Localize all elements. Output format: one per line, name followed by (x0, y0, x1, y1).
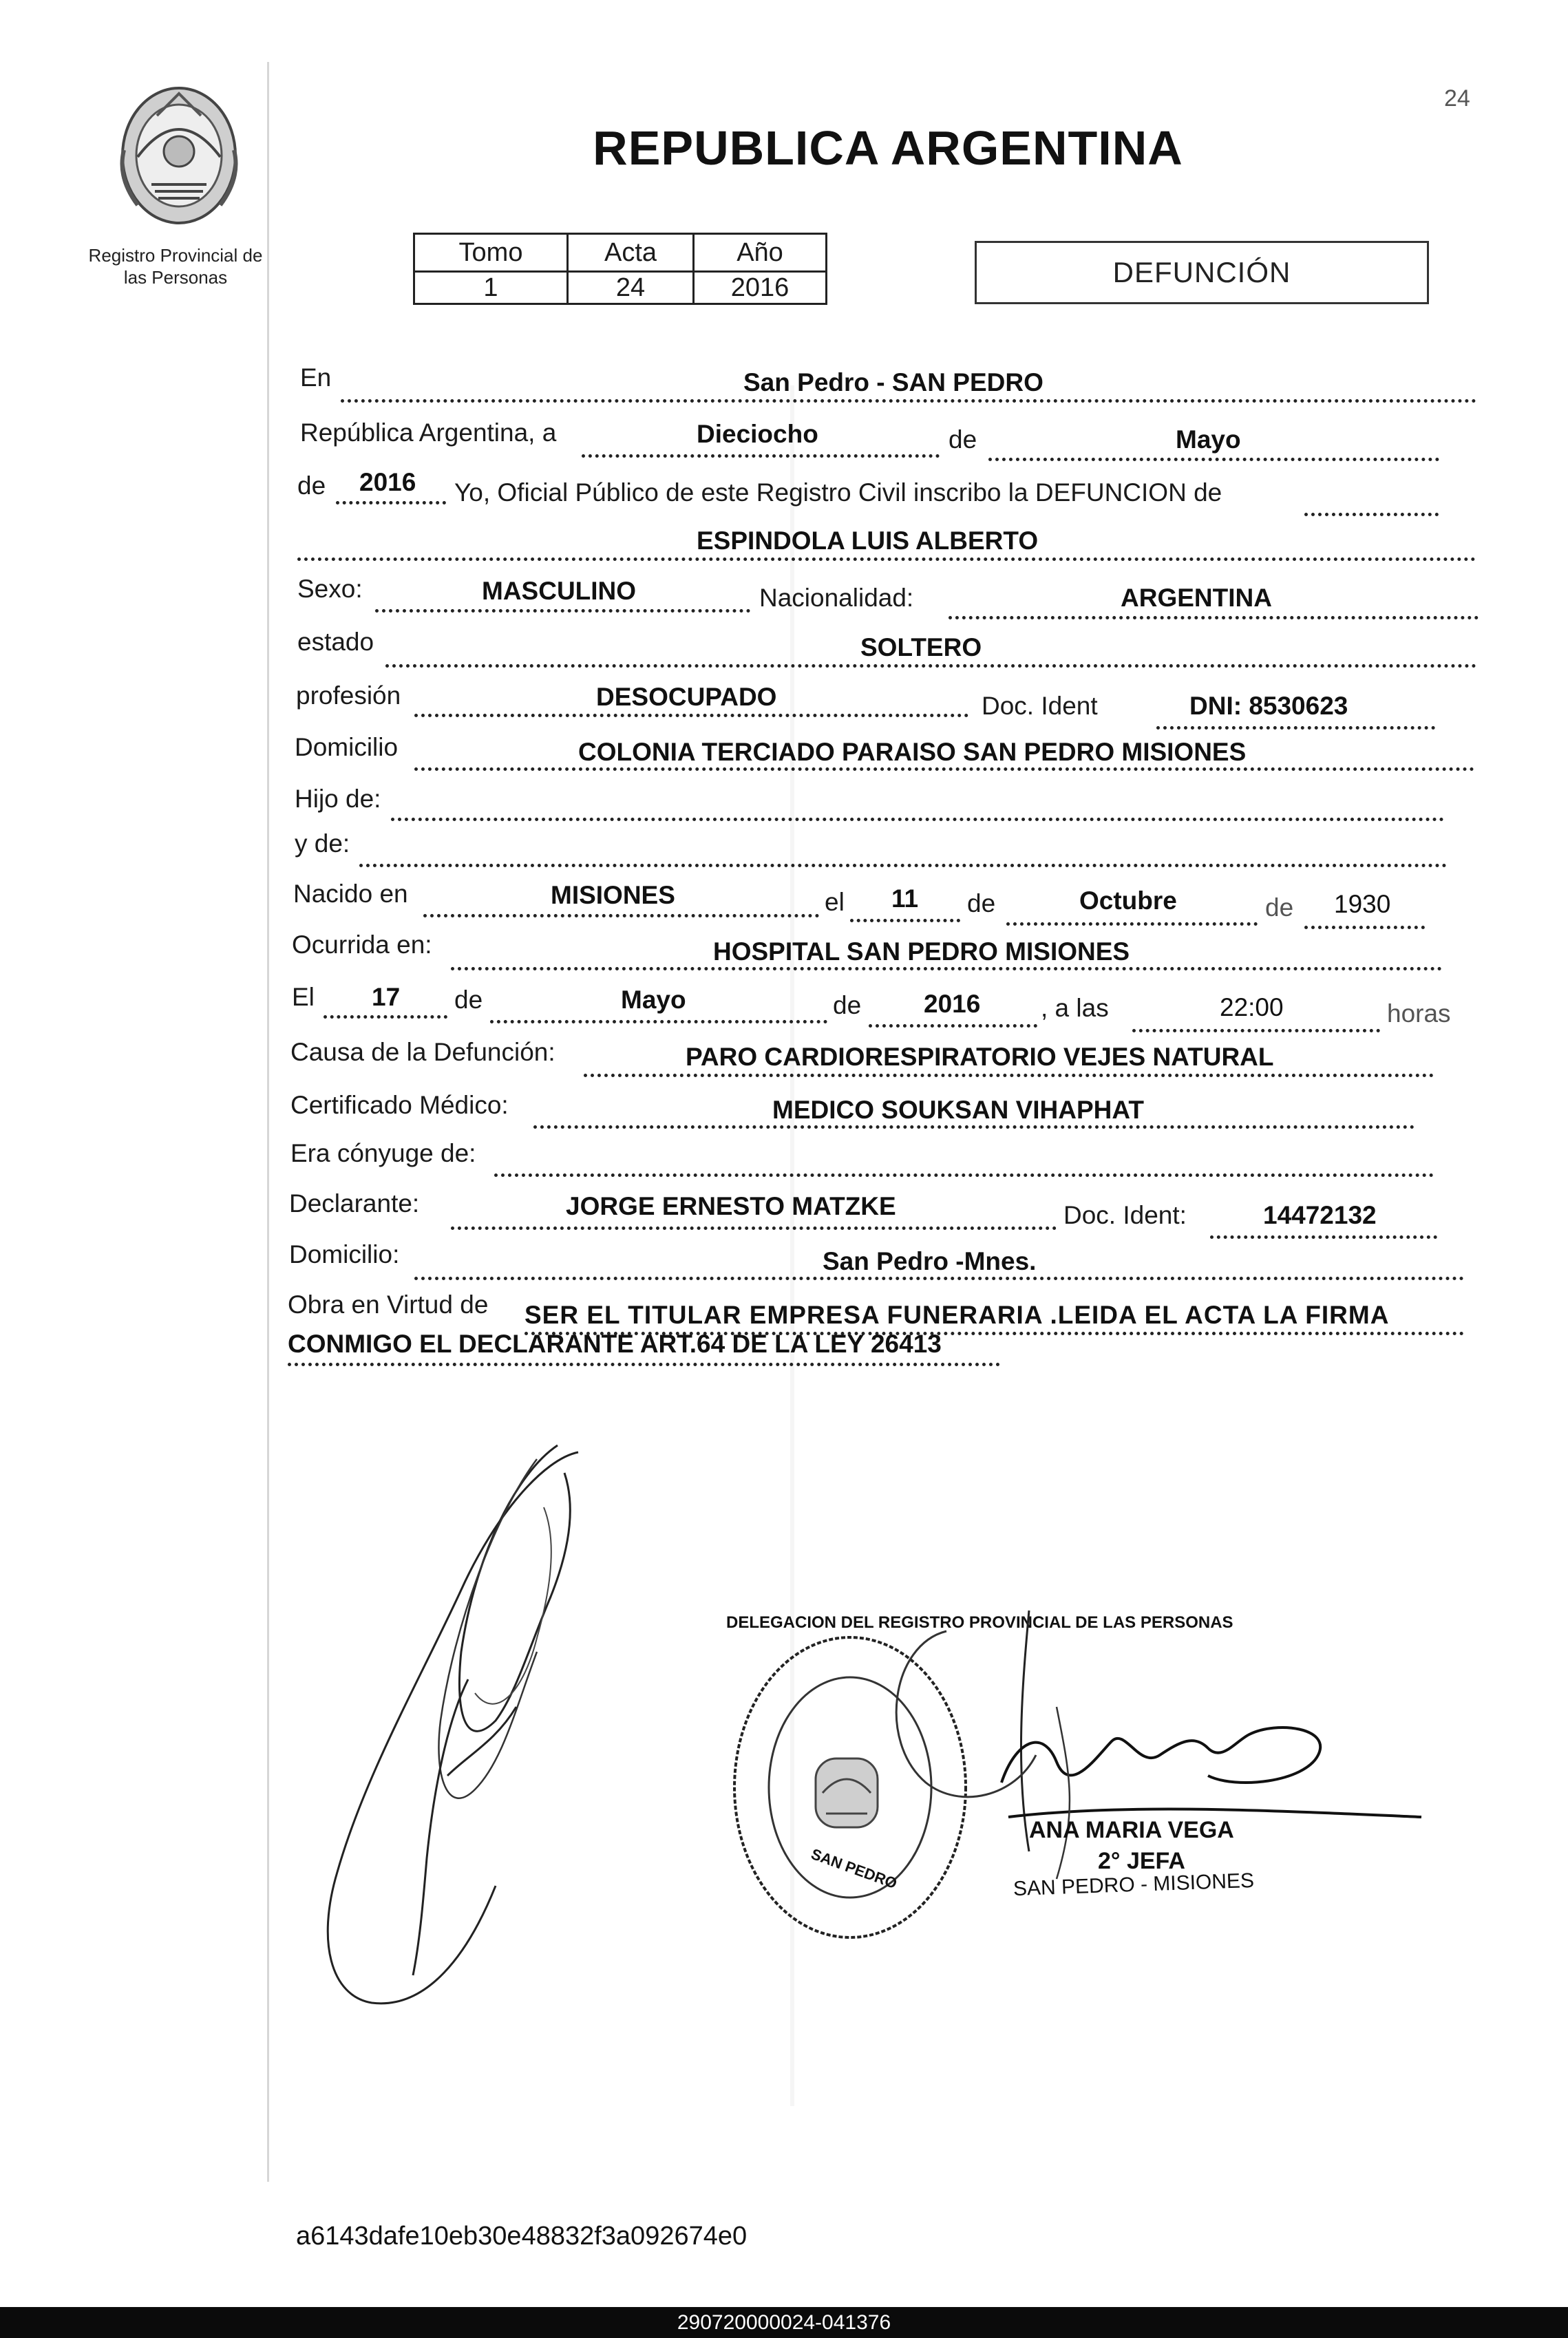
declarante-signature (289, 1432, 633, 2010)
domicilio-value: COLONIA TERCIADO PARAISO SAN PEDRO MISIONES (578, 738, 1247, 766)
def-dia-line (324, 1015, 447, 1019)
header-acta: Acta (568, 234, 694, 272)
sexo-value: MASCULINO (482, 577, 637, 605)
nac-dia-value: 11 (891, 884, 919, 913)
nacionalidad-value: ARGENTINA (1121, 584, 1272, 612)
nac-dia-line (850, 919, 960, 922)
margin-line (267, 62, 269, 2182)
causa-label: Causa de la Defunción: (290, 1038, 555, 1066)
ocurrida-value: HOSPITAL SAN PEDRO MISIONES (713, 937, 1130, 966)
document-title: REPUBLICA ARGENTINA (593, 121, 1183, 175)
dia-line (582, 454, 940, 458)
de-label-5: de (454, 986, 483, 1014)
document-hash: a6143dafe10eb30e48832f3a092674e0 (296, 2222, 748, 2251)
ocurrida-line (451, 967, 1442, 970)
oficial-place: SAN PEDRO - MISIONES (1013, 1869, 1255, 1901)
yde-line (359, 864, 1447, 867)
declarante-label: Declarante: (289, 1189, 420, 1218)
def-anio-value: 2016 (924, 990, 981, 1018)
registro-provincial-label (62, 244, 289, 288)
de-label-1: de (949, 425, 977, 454)
nac-anio-value: 1930 (1334, 890, 1391, 918)
footer-id-bar (0, 2307, 1568, 2338)
mes-line (988, 458, 1439, 461)
de-label-6: de (833, 991, 862, 1019)
declarante-line (451, 1226, 1057, 1230)
doc-ident-line (1156, 726, 1435, 730)
obra-line-2 (288, 1363, 1000, 1366)
ocurrida-label: Ocurrida en: (292, 931, 432, 959)
def-anio-line (869, 1024, 1037, 1028)
nac-anio-line (1304, 926, 1425, 929)
conyuge-label: Era cónyuge de: (290, 1139, 476, 1167)
mes-value: Mayo (1176, 425, 1241, 454)
a-las-label: , a las (1041, 994, 1109, 1022)
decl-dom-value: San Pedro -Mnes. (823, 1247, 1037, 1275)
oficial-name: ANA MARIA VEGA (1029, 1817, 1234, 1843)
certificado-line (533, 1125, 1415, 1129)
value-tomo: 1 (414, 272, 568, 304)
nombre-value: ESPINDOLA LUIS ALBERTO (697, 527, 1039, 555)
en-label: En (300, 363, 332, 392)
domicilio-label: Domicilio (295, 733, 399, 761)
footer-id: 290720000024-041376 (677, 2311, 891, 2334)
el-label-2: El (292, 983, 315, 1011)
en-value: San Pedro - SAN PEDRO (743, 368, 1043, 396)
decl-doc-line (1210, 1235, 1437, 1239)
estado-value: SOLTERO (860, 633, 982, 661)
estado-line (385, 664, 1476, 668)
de-label-4: de (1265, 893, 1294, 922)
decl-dom-label: Domicilio: (289, 1240, 400, 1268)
anio-value: 2016 (359, 468, 416, 496)
de-label-2: de (297, 471, 326, 500)
anio-line (336, 501, 446, 504)
def-mes-value: Mayo (621, 986, 686, 1014)
def-hora-line (1132, 1029, 1380, 1032)
doc-ident-label: Doc. Ident (982, 692, 1098, 720)
profesion-line (414, 714, 968, 717)
profesion-label: profesión (296, 681, 401, 710)
nacido-line (423, 914, 819, 917)
domicilio-line (414, 767, 1474, 771)
sexo-label: Sexo: (297, 575, 363, 603)
tipo-acta-box (975, 241, 1429, 304)
oficial-role: 2° JEFA (1098, 1848, 1185, 1874)
certificado-value: MEDICO SOUKSAN VIHAPHAT (772, 1096, 1144, 1124)
header-tomo: Tomo (414, 234, 568, 272)
inscribo-line (1304, 513, 1439, 516)
declarante-value: JORGE ERNESTO MATZKE (566, 1192, 896, 1220)
def-mes-line (490, 1020, 827, 1023)
profesion-value: DESOCUPADO (596, 683, 777, 711)
doc-ident-value: DNI: 8530623 (1189, 692, 1348, 720)
republica-label: República Argentina, a (300, 418, 557, 447)
dia-value: Dieciocho (697, 420, 818, 448)
nacionalidad-label: Nacionalidad: (759, 584, 914, 612)
nombre-line (297, 557, 1476, 561)
value-anio: 2016 (694, 272, 827, 304)
conyuge-line (494, 1173, 1434, 1177)
causa-line (584, 1074, 1434, 1077)
misiones-coat-of-arms-logo (103, 74, 255, 233)
decl-doc-value: 14472132 (1263, 1201, 1377, 1229)
horas-label: horas (1387, 999, 1451, 1028)
page-number: 24 (1444, 85, 1470, 111)
registro-line-2: las Personas (123, 267, 228, 288)
certificado-label: Certificado Médico: (290, 1091, 509, 1119)
inscribo-text: Yo, Oficial Público de este Registro Civil inscribo la DEFUNCION de (454, 478, 1222, 507)
yde-label: y de: (295, 829, 350, 858)
estado-label: estado (297, 628, 374, 656)
nac-mes-value: Octubre (1079, 886, 1177, 915)
nacido-label: Nacido en (293, 880, 408, 908)
causa-value: PARO CARDIORESPIRATORIO VEJES NATURAL (686, 1043, 1274, 1071)
nacionalidad-line (949, 616, 1479, 619)
obra-value-1: SER EL TITULAR EMPRESA FUNERARIA .LEIDA EL ACTA LA FIRMA (525, 1301, 1390, 1329)
value-acta: 24 (568, 272, 694, 304)
hijo-label: Hijo de: (295, 785, 381, 813)
hijo-line (391, 818, 1444, 821)
el-label: el (825, 888, 845, 916)
nacido-value: MISIONES (551, 881, 675, 909)
registro-line-1: Registro Provincial de (88, 245, 263, 266)
stamp-ring-text: DELEGACION DEL REGISTRO PROVINCIAL DE LAS PERSONAS (726, 1613, 1233, 1632)
def-dia-value: 17 (372, 983, 401, 1011)
header-anio: Año (694, 234, 827, 272)
tipo-acta-label: DEFUNCIÓN (1112, 256, 1291, 288)
sexo-line (375, 609, 750, 613)
de-label-3: de (967, 889, 996, 917)
stamp-center-text: SAN PEDRO (809, 1845, 900, 1893)
en-line (341, 399, 1476, 403)
obra-label: Obra en Virtud de (288, 1290, 489, 1319)
decl-doc-label: Doc. Ident: (1063, 1201, 1187, 1229)
def-hora-value: 22:00 (1220, 993, 1284, 1021)
nac-mes-line (1006, 922, 1258, 926)
obra-value-2: CONMIGO EL DECLARANTE ART.64 DE LA LEY 26413 (288, 1330, 942, 1358)
decl-dom-line (414, 1277, 1464, 1280)
tomo-acta-anio-table (413, 233, 827, 305)
